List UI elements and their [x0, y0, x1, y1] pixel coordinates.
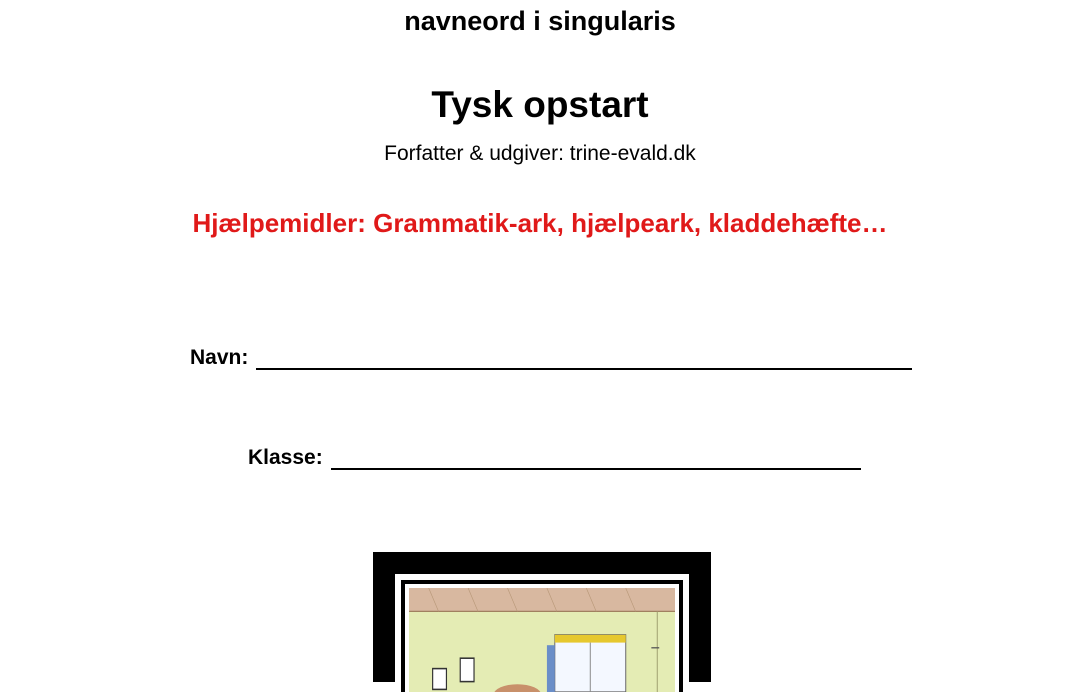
room-illustration-svg: [409, 588, 675, 692]
name-field: [190, 346, 912, 370]
page-subtitle: navneord i singularis: [404, 6, 676, 36]
author-line: Forfatter & udgiver: trine-evald.dk: [384, 142, 696, 165]
allowed-aids-line: Hjælpemidler: Grammatik-ark, hjælpeark, kladdehæfte…: [192, 208, 888, 238]
room-illustration-icon: [409, 588, 675, 692]
class-field: [248, 446, 861, 470]
picture-frame: [373, 552, 711, 682]
class-label: Klasse:: [248, 446, 323, 469]
name-blank-line[interactable]: [256, 348, 912, 370]
page-title: Tysk opstart: [431, 84, 649, 125]
class-blank-line[interactable]: [331, 448, 861, 470]
name-label: Navn:: [190, 346, 249, 369]
